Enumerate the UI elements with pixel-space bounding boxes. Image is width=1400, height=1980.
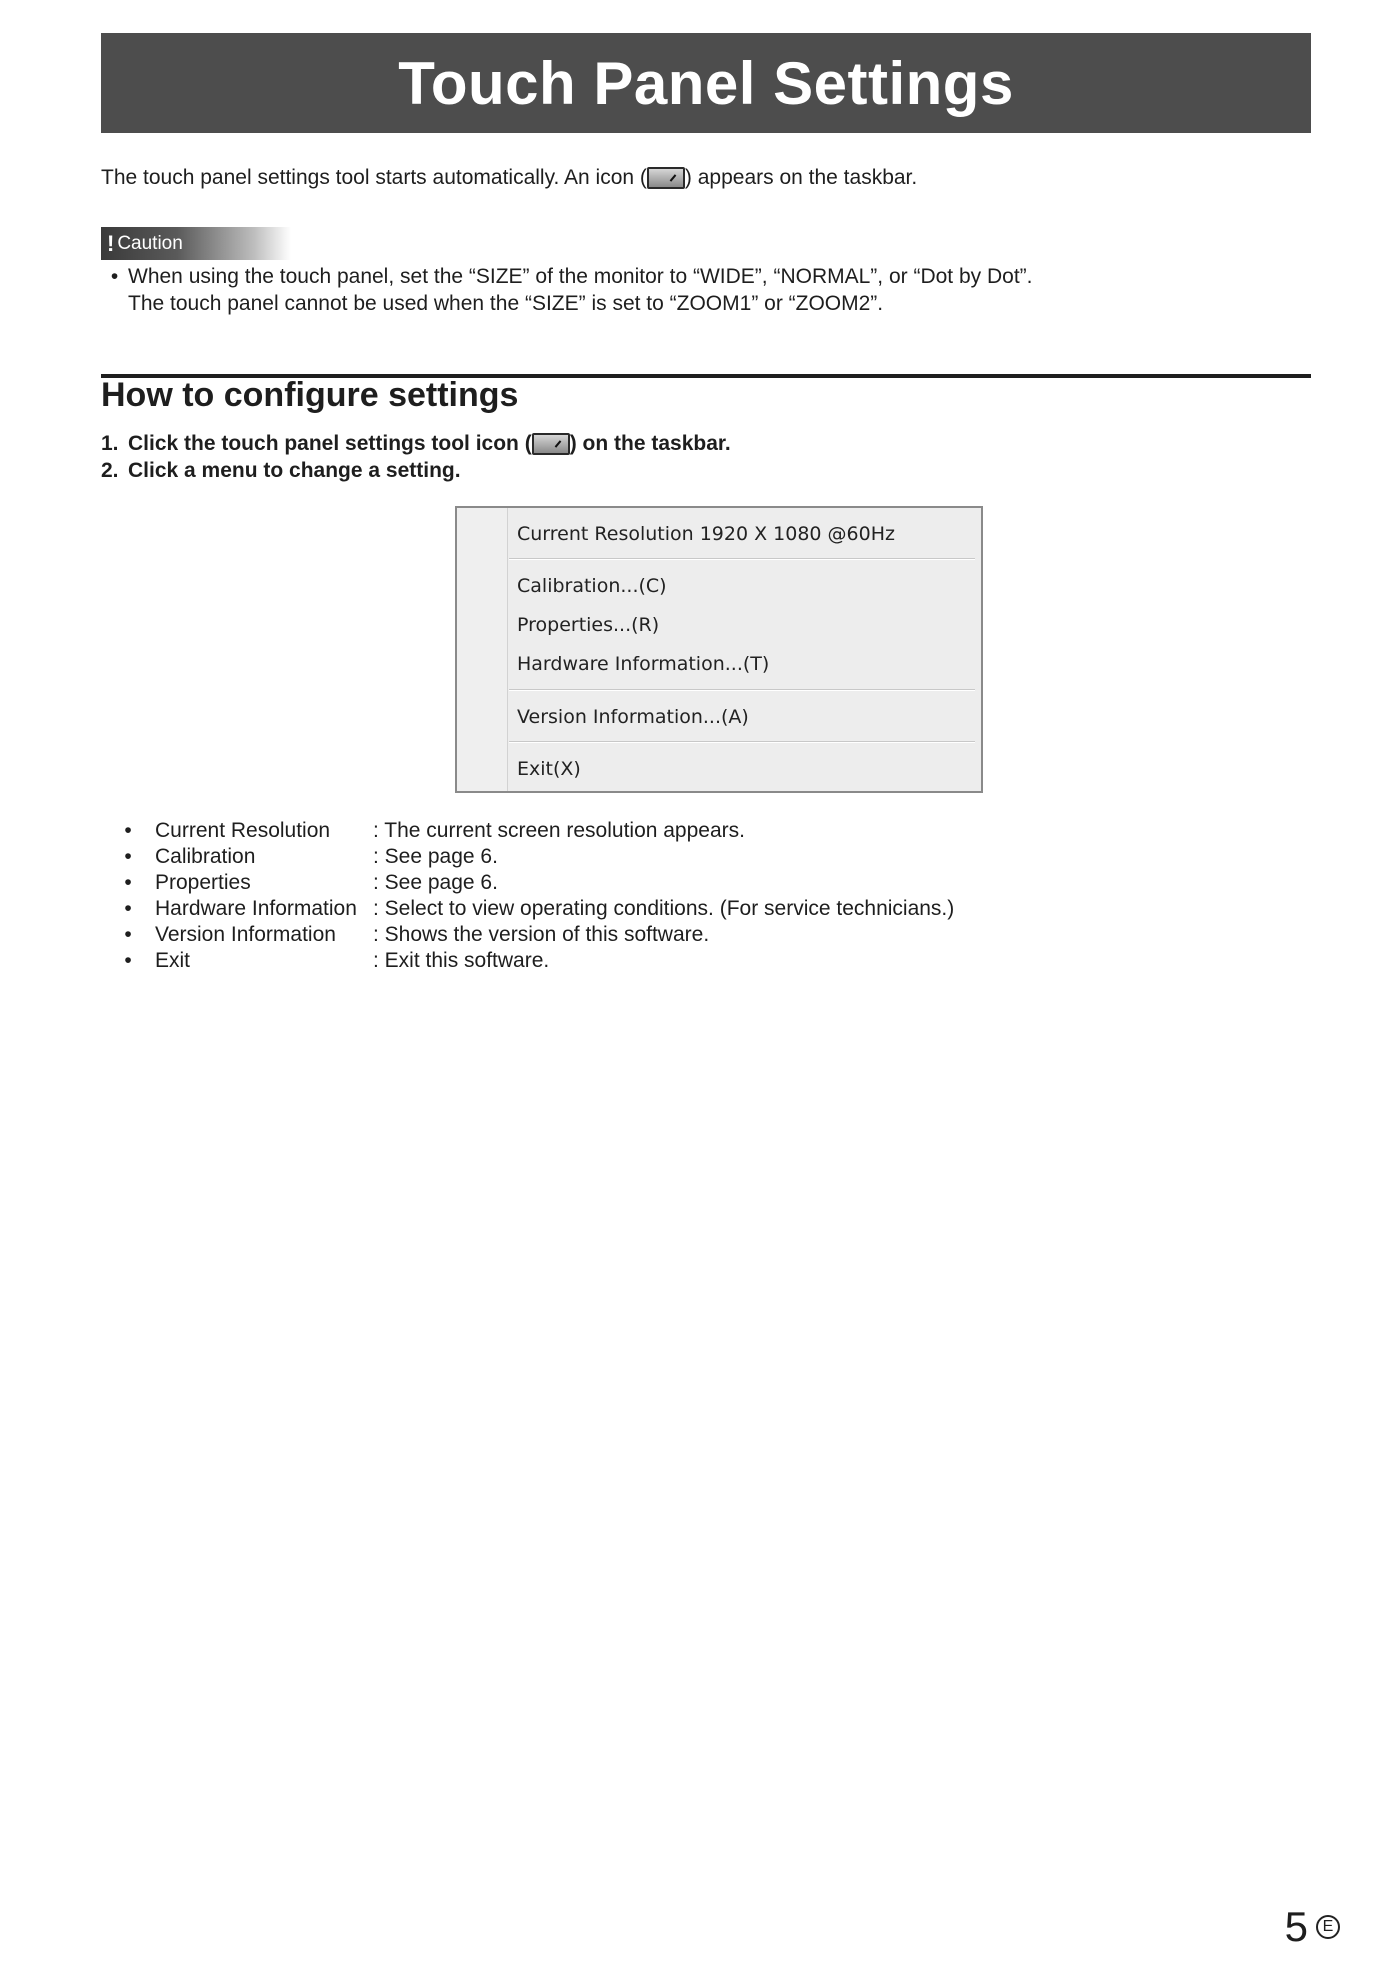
intro-text-after: ) appears on the taskbar. [684,166,918,189]
caution-list [101,263,1033,317]
list-item [101,844,954,870]
page-number [1285,1904,1340,1950]
step-number: 1. [101,432,119,455]
caution-item [101,263,1033,290]
term: Version Information [155,923,336,946]
menu-separator [509,558,975,560]
step-text-before: Click the touch panel settings tool icon ( [128,432,532,455]
menu-item-exit[interactable]: Exit(X) [517,758,581,780]
description: : Exit this software. [373,949,550,972]
term: Hardware Information [155,897,357,920]
description: : Select to view operating conditions. (For service technicians.) [373,897,955,920]
language-badge: E [1316,1915,1340,1939]
bullet: • [124,819,132,842]
step-item [101,430,731,457]
intro-text-before: The touch panel settings tool starts automatically. An icon ( [101,166,647,189]
caution-label [101,227,291,260]
menu-description-list [101,818,954,974]
touch-panel-tray-icon [532,433,570,455]
bullet: • [124,897,132,920]
exclamation-icon: ! [107,230,115,256]
list-item [101,818,954,844]
description: : Shows the version of this software. [373,923,710,946]
list-item [101,896,954,922]
caution-line-2: The touch panel cannot be used when the “SIZE” is set to “ZOOM1” or “ZOOM2”. [128,292,884,315]
description: : The current screen resolution appears. [373,819,745,842]
page-number-value: 5 [1284,1903,1308,1950]
bullet: • [124,871,132,894]
description: : See page 6. [373,871,498,894]
bullet: • [124,923,132,946]
bullet: • [124,949,132,972]
menu-item-current-resolution[interactable]: Current Resolution 1920 X 1080 @60Hz [517,523,895,545]
bullet: • [124,845,132,868]
caution-label-text: Caution [117,232,183,254]
caution-line-1: When using the touch panel, set the “SIZE” of the monitor to “WIDE”, “NORMAL”, or “Dot by Dot”. [128,265,1033,288]
steps-list [101,430,731,484]
list-item [101,948,954,974]
step-text [128,430,731,457]
term: Properties [155,871,251,894]
caution-item-continued [101,290,1033,317]
term: Exit [155,949,191,972]
step-item [101,457,731,484]
menu-item-version-information[interactable]: Version Information...(A) [517,706,749,728]
context-menu [455,506,983,793]
list-item [101,922,954,948]
section-heading: How to configure settings [101,376,519,414]
term: Current Resolution [155,819,331,842]
step-number: 2. [101,459,119,482]
page-title: Touch Panel Settings [101,33,1311,133]
menu-item-hardware-information[interactable]: Hardware Information...(T) [517,653,770,675]
menu-separator [509,689,975,691]
list-item [101,870,954,896]
description: : See page 6. [373,845,498,868]
menu-item-properties[interactable]: Properties...(R) [517,614,660,636]
bullet: • [110,265,119,288]
touch-panel-tray-icon [647,167,685,189]
term: Calibration [155,845,256,868]
step-text: Click a menu to change a setting. [128,459,461,482]
menu-separator [509,741,975,743]
intro-paragraph [101,163,917,193]
menu-item-calibration[interactable]: Calibration...(C) [517,575,667,597]
step-text-after: ) on the taskbar. [569,432,731,455]
menu-icon-gutter [457,508,508,791]
